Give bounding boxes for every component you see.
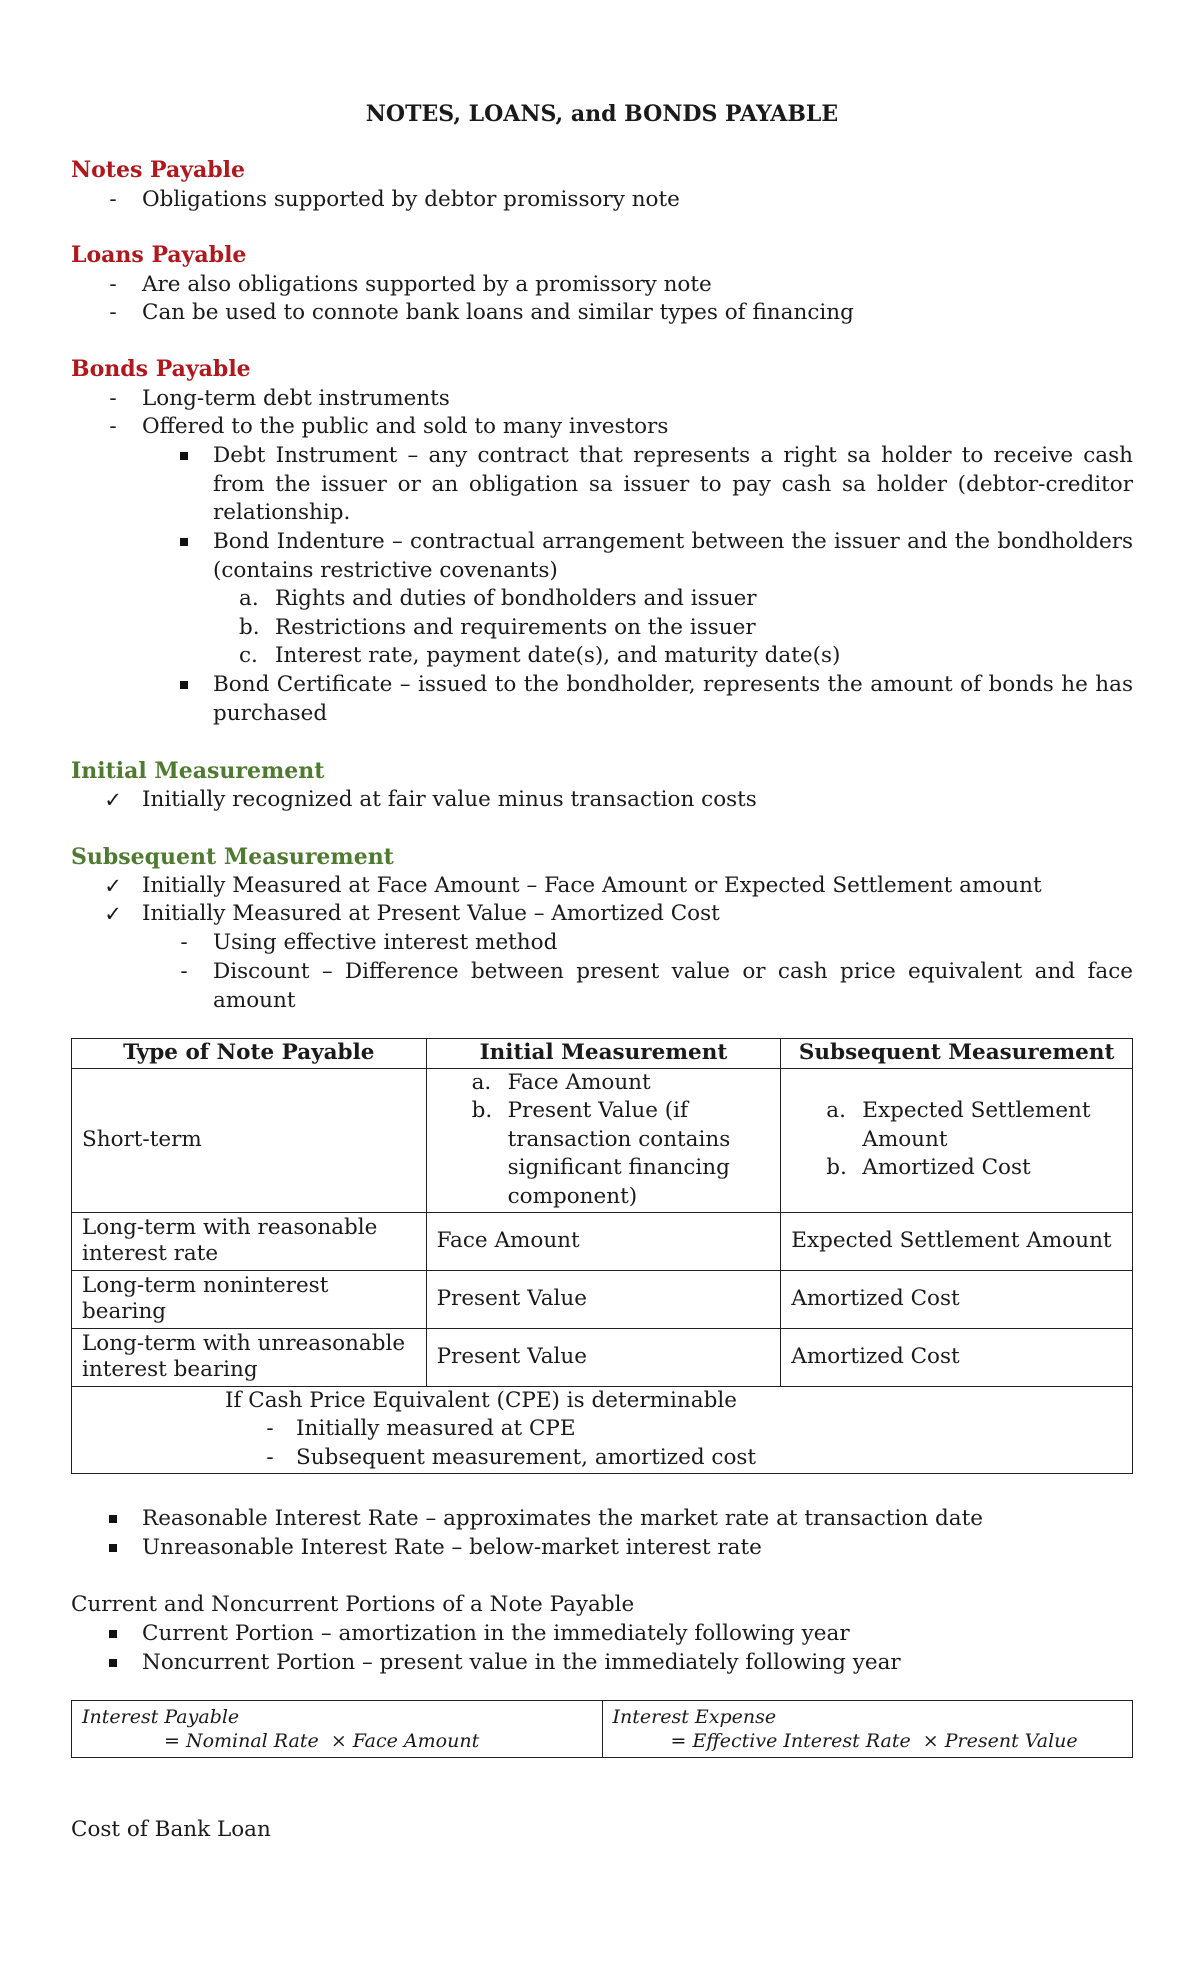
formula-table (71, 1700, 1133, 1758)
table-row (72, 1701, 1133, 1758)
table-cell: Long-term with reasonable interest rate (72, 1212, 427, 1270)
table-cell (426, 1068, 781, 1212)
table-row (72, 1212, 1133, 1270)
table-cell: Long-term noninterest bearing (72, 1270, 427, 1328)
table-row (72, 1386, 1133, 1473)
table-cell: Long-term with unreasonable interest bearing (72, 1328, 427, 1386)
loans-payable-heading: Loans Payable (71, 242, 247, 268)
square-bullet-icon (169, 442, 199, 471)
list-item: a. Face Amount (471, 1069, 651, 1095)
subsequent-measurement-heading: Subsequent Measurement (71, 844, 394, 870)
initial-measurement-heading: Initial Measurement (71, 758, 325, 784)
notes-payable-heading: Notes Payable (71, 157, 245, 183)
cpe-cell: If Cash Price Equivalent (CPE) is determinable - Initially measured at CPE - Subsequent measurement, amortized cost (72, 1386, 1133, 1473)
bonds-payable-heading: Bonds Payable (71, 356, 251, 382)
check-icon: ✓ (104, 788, 122, 812)
square-bullet-icon (98, 1534, 128, 1563)
cpe-item: Initially measured at CPE (296, 1416, 576, 1442)
cpe-line: If Cash Price Equivalent (CPE) is determinable (225, 1387, 737, 1413)
portions-title: Current and Noncurrent Portions of a Note Payable (71, 1592, 635, 1617)
table-cell: Present Value (426, 1270, 781, 1328)
square-bullet-icon (169, 528, 199, 557)
table-cell: Face Amount (426, 1212, 781, 1270)
table-cell: Short-term (72, 1068, 427, 1212)
list-item: b. Present Value (if transaction contains significant financing component) (471, 1098, 731, 1209)
square-bullet-icon (98, 1620, 128, 1649)
square-bullet-icon (169, 671, 199, 700)
page-title: NOTES, LOANS, and BONDS PAYABLE (365, 101, 839, 127)
column-header: Initial Measurement (426, 1039, 781, 1069)
table-cell: Expected Settlement Amount (781, 1212, 1133, 1270)
dash-marker: - (109, 187, 117, 212)
table-cell (781, 1068, 1133, 1212)
table-row (72, 1328, 1133, 1386)
table-cell: Amortized Cost (781, 1270, 1133, 1328)
table-cell: Present Value (426, 1328, 781, 1386)
column-header: Subsequent Measurement (781, 1039, 1133, 1069)
table-row (72, 1270, 1133, 1328)
check-icon: ✓ (104, 902, 122, 926)
list-item: b. Amortized Cost (826, 1155, 1031, 1181)
cost-of-bank-loan: Cost of Bank Loan (71, 1817, 271, 1842)
table-header-row (72, 1039, 1133, 1069)
square-bullet-icon (98, 1649, 128, 1678)
table-cell: Amortized Cost (781, 1328, 1133, 1386)
check-icon: ✓ (104, 874, 122, 898)
measurement-table (71, 1038, 1133, 1474)
interest-payable-formula: Interest Payable = Nominal Rate × Face Amount (72, 1701, 603, 1758)
column-header: Type of Note Payable (72, 1039, 427, 1069)
square-bullet-icon (98, 1505, 128, 1534)
list-item: a. Expected Settlement Amount (826, 1098, 1091, 1152)
table-row (72, 1068, 1133, 1212)
interest-expense-formula: Interest Expense = Effective Interest Rate × Present Value (602, 1701, 1133, 1758)
cpe-item: Subsequent measurement, amortized cost (296, 1444, 757, 1470)
